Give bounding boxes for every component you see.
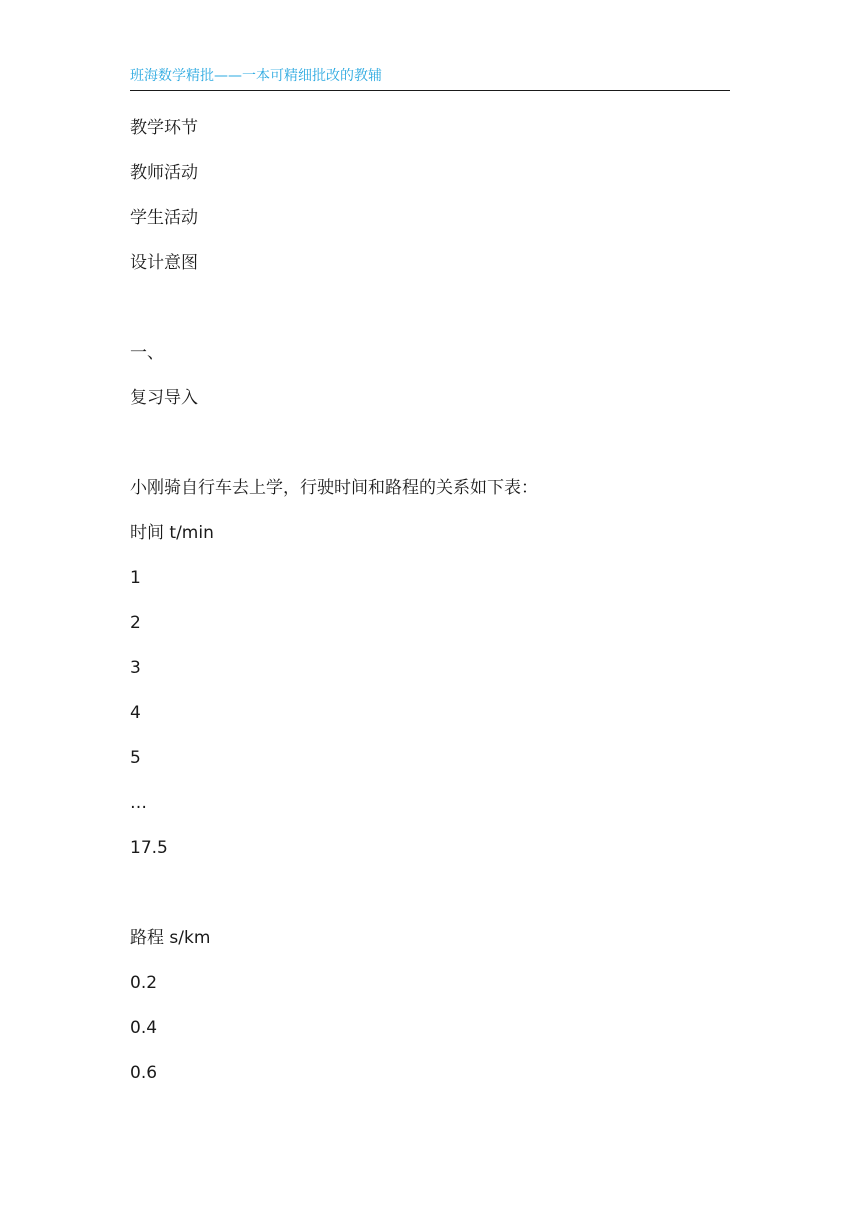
table-cell-ellipsis: … bbox=[130, 793, 147, 813]
section-title: 复习导入 bbox=[130, 388, 198, 408]
table-cell: 1 bbox=[130, 568, 141, 588]
text-line-design-intent: 设计意图 bbox=[130, 253, 198, 273]
table-cell: 17.5 bbox=[130, 838, 168, 858]
table-cell: 5 bbox=[130, 748, 141, 768]
table-cell: 0.2 bbox=[130, 973, 158, 993]
header-title: 班海数学精批——一本可精细批改的教辅 bbox=[130, 68, 382, 84]
problem-statement: 小刚骑自行车去上学，行驶时间和路程的关系如下表： bbox=[130, 478, 538, 498]
text-line-teaching-step: 教学环节 bbox=[130, 118, 198, 138]
table-header-distance: 路程 s/km bbox=[130, 928, 211, 948]
table-cell: 0.4 bbox=[130, 1018, 158, 1038]
table-cell: 0.6 bbox=[130, 1063, 158, 1083]
table-cell: 4 bbox=[130, 703, 141, 723]
table-header-time: 时间 t/min bbox=[130, 523, 214, 543]
text-line-student-activity: 学生活动 bbox=[130, 208, 198, 228]
section-number: 一、 bbox=[130, 343, 164, 363]
table-cell: 3 bbox=[130, 658, 141, 678]
page-header bbox=[130, 66, 730, 91]
table-cell: 2 bbox=[130, 613, 141, 633]
text-line-teacher-activity: 教师活动 bbox=[130, 163, 198, 183]
